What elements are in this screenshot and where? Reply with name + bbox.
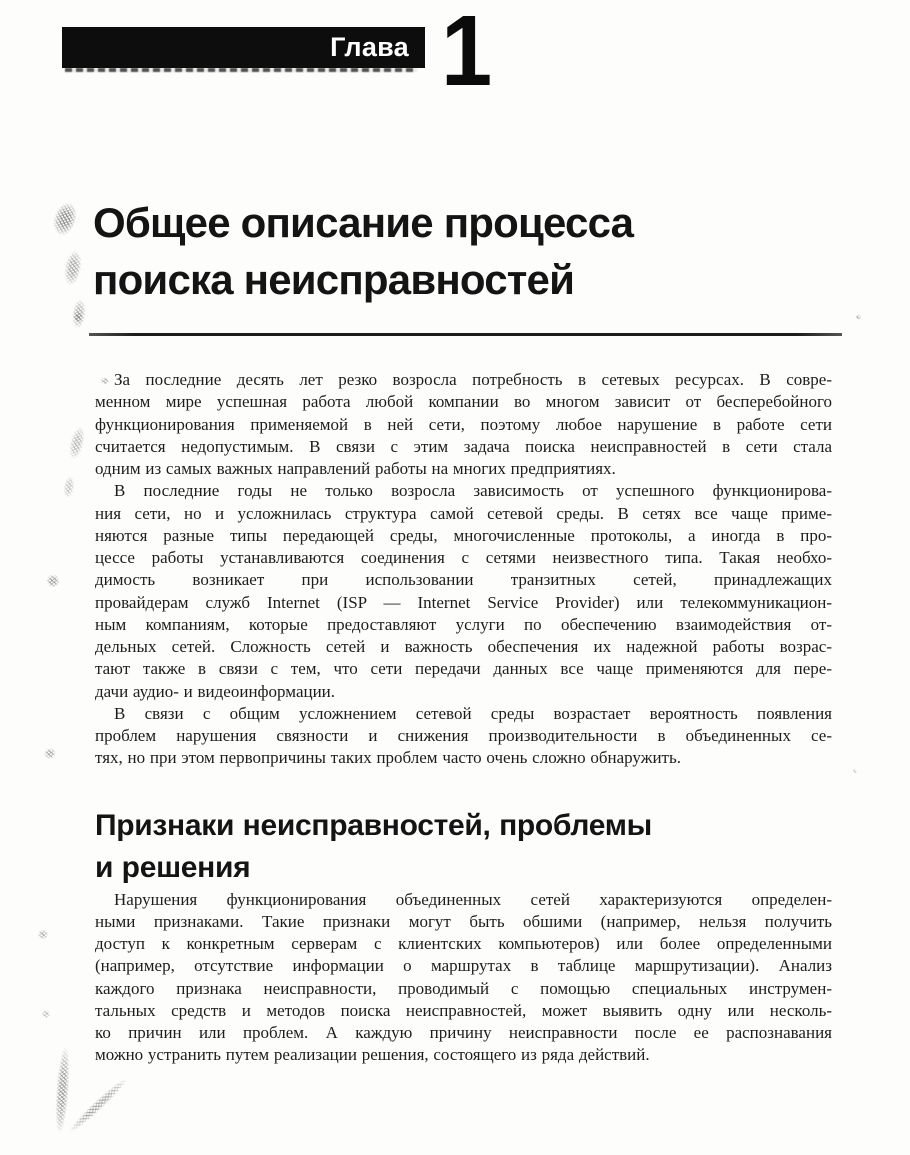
text-line: цессе работы устанавливаются соединения с сетями неизвестного типа. Такая необхо- xyxy=(95,548,832,567)
text-line: ными признаками. Такие признаки могут быть обшими (например, нельзя получить xyxy=(95,911,832,931)
title-line: поиска неисправностей xyxy=(93,256,575,303)
text-line: проблем нарушения связности и снижения производительности в объединенных се- xyxy=(95,726,832,745)
scan-artifact xyxy=(42,746,58,761)
scan-artifact xyxy=(63,419,92,468)
text-line: одним из самых важных направлений работы на многих предприятиях. xyxy=(95,459,616,478)
text-line: В связи с общим усложнением сетевой среды возрастает вероятность появления xyxy=(114,703,832,723)
text-line: можно устранить путем реализации решения, состоящего из ряда действий. xyxy=(95,1045,650,1065)
scan-artifact xyxy=(40,1008,52,1020)
section-paragraphs xyxy=(95,889,832,1067)
text-line: считается недопустимым. В связи с этим задача поиска неисправностей в сети стала xyxy=(95,436,832,456)
text-line: дельных сетей. Сложность сетей и важность обеспечения их надежной работы возрас- xyxy=(95,637,832,656)
text-line: тальных средств и методов поиска неисправностей, может выявить одну или несколь- xyxy=(95,1000,832,1020)
scan-artifact xyxy=(44,192,87,245)
scan-artifact xyxy=(855,314,862,320)
text-line: В последние годы не только возросла зависимость от успешного функционирова- xyxy=(114,481,832,501)
chapter-label: Глава xyxy=(330,32,409,62)
text-line: тают также в связи с тем, что сети передачи данных все чаще применяются для пере- xyxy=(95,659,832,679)
text-line: доступ к конкретным серверам с клиентских компьютеров) или более определенными xyxy=(95,934,832,953)
text-line: каждого признака неисправности, проводимый с помощью специальных инструмен- xyxy=(95,978,832,998)
text-line: За последние десять лет резко возросла потребность в сетевых ресурсах. В совре- xyxy=(114,370,832,389)
text-line: ко причин или проблем. А каждую причину неисправности после ее распознавания xyxy=(95,1023,832,1042)
body-text xyxy=(95,369,832,1067)
section-heading xyxy=(95,805,832,889)
text-line: димость возникает при использовании транзитных сетей, принадлежащих xyxy=(95,570,832,590)
scan-artifact xyxy=(60,471,78,503)
chapter-number: 1 xyxy=(441,0,493,107)
text-line: ния сети, но и усложнилась структура самой сетевой среды. В сетях все чаще приме- xyxy=(95,503,832,523)
text-line: тях, но при этом первопричины таких проблем часто очень сложно обнаружить. xyxy=(95,748,681,768)
scan-artifact xyxy=(44,572,62,590)
page-title xyxy=(93,194,633,308)
text-line: дачи аудио- и видеоинформации. xyxy=(95,681,336,701)
scan-artifact xyxy=(50,1030,75,1151)
text-line: ным компаниям, которые предоставляют услуги по обеспечению взаимодействия от- xyxy=(95,614,832,634)
text-line: функционирования применяемой в ней сети, поэтому любое нарушение в работе сети xyxy=(95,414,832,434)
paragraph xyxy=(95,703,832,770)
scan-artifact xyxy=(36,928,50,941)
intro-paragraphs xyxy=(95,369,832,770)
heading-line: и решения xyxy=(95,850,251,884)
paragraph xyxy=(95,889,832,1067)
paragraph xyxy=(95,480,832,703)
text-line: няются разные типы передающей среды, многочисленные протоколы, а иногда в про- xyxy=(95,525,832,545)
scan-artifact xyxy=(58,242,88,293)
scan-artifact xyxy=(72,310,84,324)
scan-artifact xyxy=(54,1064,142,1147)
scan-artifact xyxy=(852,768,858,774)
title-line: Общее описание процесса xyxy=(93,199,634,246)
heading-line: Признаки неисправностей, проблемы xyxy=(95,808,652,842)
text-line: Нарушения функционирования объединенных сетей характеризуются определен- xyxy=(114,889,832,909)
text-line: провайдерам служб Internet (ISP — Internet Service Provider) или телекоммуникацион- xyxy=(95,592,832,612)
text-line: (например, отсутствие информации о маршрутах в таблице маршрутизации). Анализ xyxy=(95,956,832,976)
title-rule xyxy=(89,333,842,336)
scan-artifact xyxy=(68,293,90,335)
text-line: менном мире успешная работа любой компании во многом зависит от бесперебойного xyxy=(95,392,832,412)
paragraph xyxy=(95,369,832,480)
chapter-bar xyxy=(62,27,425,68)
